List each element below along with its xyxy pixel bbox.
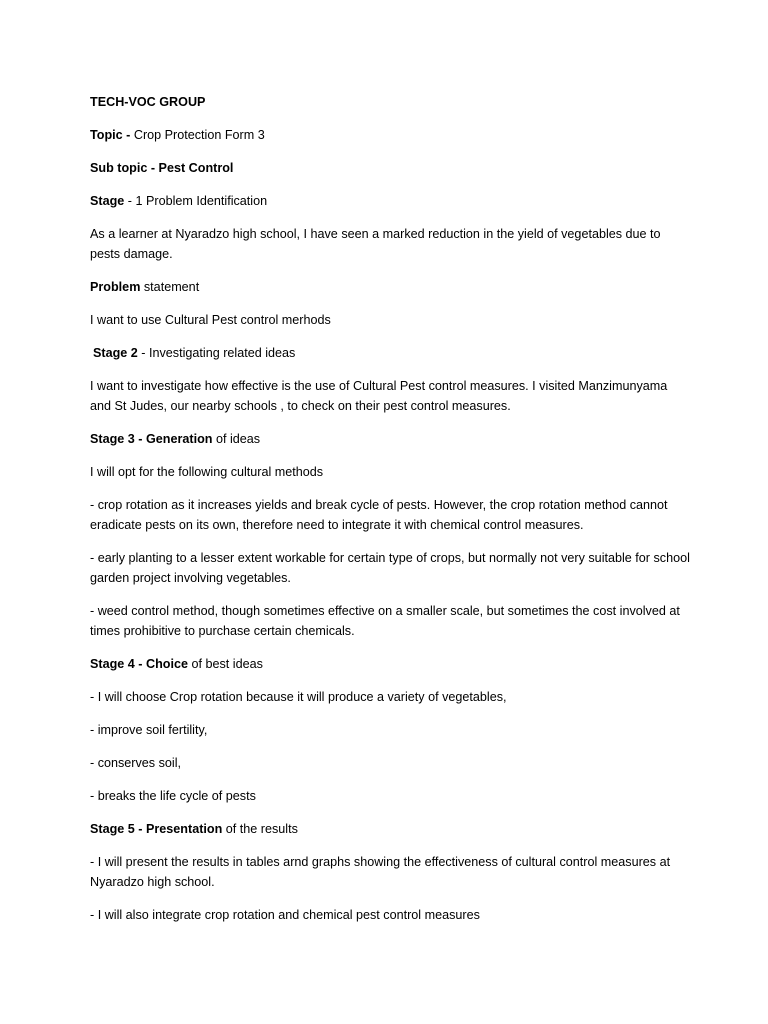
stage4-text: of best ideas: [187, 657, 263, 671]
document-title: TECH-VOC GROUP: [90, 95, 206, 109]
stage2-paragraph: I want to investigate how effective is the use of Cultural Pest control measures. I visited Manzimunyama and St Judes, our nearby schools , to check on their pest control measures.: [90, 379, 668, 413]
stage1-text: - 1 Problem Identification: [124, 194, 268, 208]
stage2-label: Stage 2: [93, 346, 138, 360]
list-item: - I will choose Crop rotation because it will produce a variety of vegetables,: [90, 690, 507, 704]
problem-paragraph: I want to use Cultural Pest control merhods: [90, 313, 331, 327]
topic-text: Crop Protection Form 3: [133, 128, 265, 142]
list-item: - improve soil fertility,: [90, 723, 208, 737]
stage5-text: of the results: [222, 822, 298, 836]
document-body: [90, 92, 690, 938]
list-item: - conserves soil,: [90, 756, 181, 770]
subtopic-label: Sub topic - Pest Control: [90, 161, 234, 175]
stage4-label: Stage 4 - Choice: [90, 657, 188, 671]
list-item: - early planting to a lesser extent workable for certain type of crops, but normally not very suitable for school garden project involving vegetables.: [90, 551, 690, 585]
problem-heading: [90, 277, 690, 297]
list-item: - weed control method, though sometimes effective on a smaller scale, but sometimes the cost involved at times prohibitive to purchase certain chemicals.: [90, 604, 680, 638]
list-item: - I will also integrate crop rotation and chemical pest control measures: [90, 908, 480, 922]
list-item: - I will present the results in tables arnd graphs showing the effectiveness of cultural control measures at Nyaradzo high school.: [90, 855, 671, 889]
list-item: - crop rotation as it increases yields and break cycle of pests. However, the crop rotation method cannot eradicate pests on its own, therefore need to integrate it with chemical control measures.: [90, 498, 668, 532]
stage2-text: - Investigating related ideas: [137, 346, 296, 360]
problem-label: Problem: [90, 280, 141, 294]
stage4-heading: [90, 654, 690, 674]
topic-line: [90, 125, 690, 145]
list-item: - breaks the life cycle of pests: [90, 789, 256, 803]
stage5-label: Stage 5 - Presentation: [90, 822, 223, 836]
stage5-heading: [90, 819, 690, 839]
stage3-label: Stage 3 - Generation: [90, 432, 213, 446]
stage3-heading: [90, 429, 690, 449]
problem-heading-text: statement: [140, 280, 200, 294]
stage3-text: of ideas: [212, 432, 261, 446]
intro-paragraph: As a learner at Nyaradzo high school, I have seen a marked reduction in the yield of vegetables due to pests damage.: [90, 227, 661, 261]
topic-label: Topic -: [90, 128, 134, 142]
stage3-intro: I will opt for the following cultural methods: [90, 465, 324, 479]
stage1-heading: [90, 191, 690, 211]
subtopic-line: [90, 158, 690, 178]
stage2-heading: [90, 343, 690, 363]
stage1-label: Stage: [90, 194, 125, 208]
